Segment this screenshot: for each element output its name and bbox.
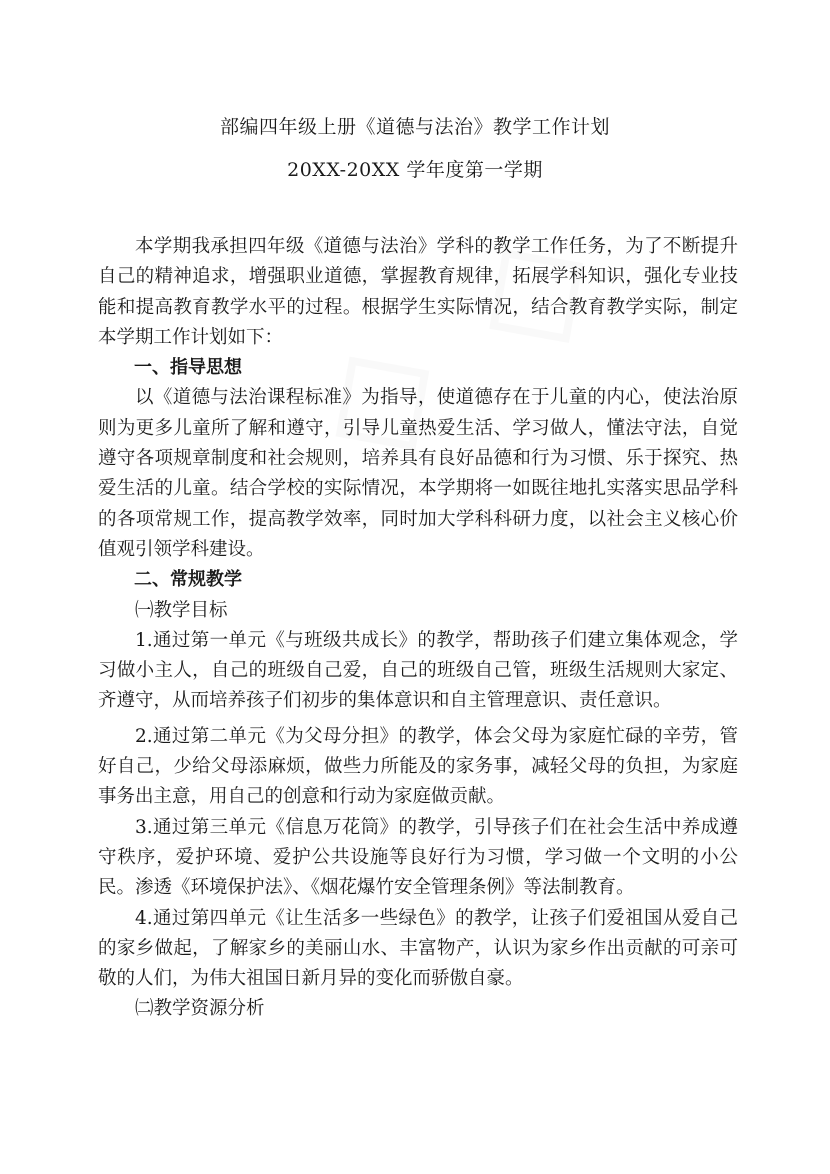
subsection1-heading: ㈠教学目标	[135, 599, 228, 621]
goal-3-paragraph: 3.通过第三单元《信息万花筒》的教学，引导孩子们在社会生活中养成遵守秩序，爱护环境、爱护公共设施等良好行为习惯，学习做一个文明的小公民。渗透《环境保护法》、《烟花爆竹安全管理条例》等法制教育。	[98, 816, 738, 899]
document-subtitle: 20XX-20XX 学年度第一学期	[287, 159, 543, 181]
subsection2-heading: ㈡教学资源分析	[135, 998, 265, 1020]
section2-heading: 二、常规教学	[134, 569, 242, 591]
goal-1-paragraph: 1.通过第一单元《与班级共成长》的教学，帮助孩子们建立集体观念，学习做小主人，自己的班级自己爱，自己的班级自己管，班级生活规则大家定、齐遵守，从而培养孩子们初步的集体意识和自主管理意识、责任意识。	[98, 629, 738, 712]
section1-paragraph: 以《道德与法治课程标准》为指导，使道德存在于儿童的内心，使法治原则为更多儿童所了解和遵守，引导儿童热爱生活、学习做人，懂法守法，自觉遵守各项规章制度和社会规则，培养具有良好品德和行为习惯、乐于探究、热爱生活的儿童。结合学校的实际情况，本学期将一如既往地扎实落实思品学科的各项常规工作，提高教学效率，同时加大学科科研力度，以社会主义核心价值观引领学科建设。	[98, 387, 738, 560]
section1-heading: 一、指导思想	[134, 357, 242, 379]
intro-paragraph: 本学期我承担四年级《道德与法治》学科的教学工作任务，为了不断提升自己的精神追求，增强职业道德，掌握教育规律，拓展学科知识，强化专业技能和提高教育教学水平的过程。根据学生实际情况，结合教育教学实际，制定本学期工作计划如下：	[98, 236, 738, 348]
document-title: 部编四年级上册《道德与法治》教学工作计划	[219, 116, 610, 138]
document-body	[98, 232, 738, 1025]
goal-4-paragraph: 4.通过第四单元《让生活多一些绿色》的教学，让孩子们爱祖国从爱自己的家乡做起，了解家乡的美丽山水、丰富物产，认识为家乡作出贡献的可亲可敬的人们，为伟大祖国日新月异的变化而骄傲自豪。	[98, 907, 738, 990]
goal-2-paragraph: 2.通过第二单元《为父母分担》的教学，体会父母为家庭忙碌的辛劳，管好自己，少给父母添麻烦，做些力所能及的家务事，减轻父母的负担，为家庭事务出主意，用自己的创意和行动为家庭做贡献。	[98, 725, 738, 808]
